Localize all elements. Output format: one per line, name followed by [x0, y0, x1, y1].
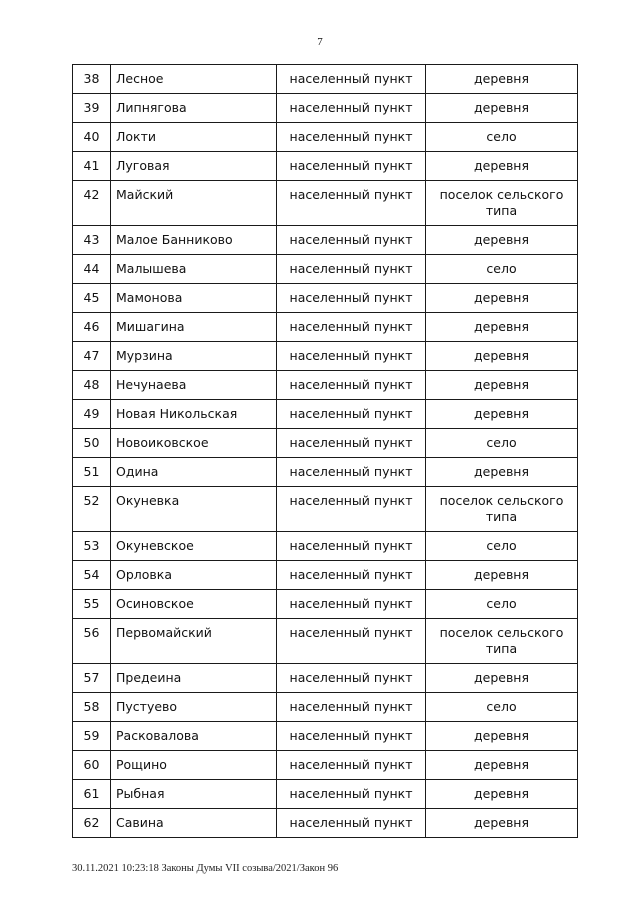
settlement-name: Луговая: [111, 152, 277, 181]
table-row: [73, 313, 578, 342]
settlement-name: Орловка: [111, 561, 277, 590]
table-row: [73, 342, 578, 371]
row-number: 44: [73, 255, 111, 284]
settlement-type: деревня: [426, 561, 578, 590]
table-row: [73, 181, 578, 226]
settlement-category: населенный пункт: [277, 226, 426, 255]
settlement-type: село: [426, 590, 578, 619]
settlement-category: населенный пункт: [277, 487, 426, 532]
page-number: 7: [317, 36, 323, 48]
settlement-type: деревня: [426, 152, 578, 181]
settlement-type: деревня: [426, 664, 578, 693]
settlement-category: населенный пункт: [277, 693, 426, 722]
row-number: 54: [73, 561, 111, 590]
table-row: [73, 619, 578, 664]
table-row: [73, 152, 578, 181]
row-number: 55: [73, 590, 111, 619]
settlement-type: село: [426, 429, 578, 458]
settlement-category: населенный пункт: [277, 255, 426, 284]
row-number: 47: [73, 342, 111, 371]
settlement-name: Новая Никольская: [111, 400, 277, 429]
row-number: 56: [73, 619, 111, 664]
settlement-type: село: [426, 255, 578, 284]
settlement-category: населенный пункт: [277, 619, 426, 664]
settlement-type: деревня: [426, 284, 578, 313]
row-number: 60: [73, 751, 111, 780]
settlement-category: населенный пункт: [277, 94, 426, 123]
settlement-type: деревня: [426, 458, 578, 487]
settlement-type: село: [426, 693, 578, 722]
row-number: 58: [73, 693, 111, 722]
settlement-category: населенный пункт: [277, 371, 426, 400]
settlement-category: населенный пункт: [277, 284, 426, 313]
document-footer: 30.11.2021 10:23:18 Законы Думы VII созыва/2021/Закон 96: [72, 863, 339, 874]
settlement-category: населенный пункт: [277, 751, 426, 780]
row-number: 62: [73, 809, 111, 838]
settlement-type: поселок сельского типа: [426, 619, 578, 664]
table-row: [73, 532, 578, 561]
settlement-type: деревня: [426, 809, 578, 838]
table-row: [73, 722, 578, 751]
row-number: 61: [73, 780, 111, 809]
table-row: [73, 487, 578, 532]
settlements-table-body: [73, 65, 578, 838]
settlement-category: населенный пункт: [277, 722, 426, 751]
row-number: 59: [73, 722, 111, 751]
settlement-name: Липнягова: [111, 94, 277, 123]
settlement-name: Новоиковское: [111, 429, 277, 458]
settlement-type: село: [426, 123, 578, 152]
settlement-name: Мишагина: [111, 313, 277, 342]
settlement-name: Осиновское: [111, 590, 277, 619]
settlement-category: населенный пункт: [277, 458, 426, 487]
row-number: 41: [73, 152, 111, 181]
table-row: [73, 226, 578, 255]
settlement-type: деревня: [426, 65, 578, 94]
settlement-type: село: [426, 532, 578, 561]
settlement-name: Предеина: [111, 664, 277, 693]
table-row: [73, 458, 578, 487]
settlements-table: [72, 64, 578, 838]
settlement-category: населенный пункт: [277, 400, 426, 429]
row-number: 46: [73, 313, 111, 342]
settlement-type: деревня: [426, 722, 578, 751]
settlement-name: Мурзина: [111, 342, 277, 371]
table-row: [73, 255, 578, 284]
table-row: [73, 561, 578, 590]
settlement-type: деревня: [426, 371, 578, 400]
settlement-category: населенный пункт: [277, 429, 426, 458]
settlement-category: населенный пункт: [277, 123, 426, 152]
settlement-name: Савина: [111, 809, 277, 838]
table-row: [73, 94, 578, 123]
row-number: 42: [73, 181, 111, 226]
settlement-category: населенный пункт: [277, 590, 426, 619]
settlement-category: населенный пункт: [277, 152, 426, 181]
settlement-type: деревня: [426, 226, 578, 255]
settlement-category: населенный пункт: [277, 65, 426, 94]
row-number: 43: [73, 226, 111, 255]
row-number: 50: [73, 429, 111, 458]
settlement-type: поселок сельского типа: [426, 181, 578, 226]
row-number: 51: [73, 458, 111, 487]
row-number: 52: [73, 487, 111, 532]
table-row: [73, 65, 578, 94]
settlement-type: деревня: [426, 342, 578, 371]
settlement-name: Расковалова: [111, 722, 277, 751]
settlement-category: населенный пункт: [277, 809, 426, 838]
table-row: [73, 751, 578, 780]
table-row: [73, 123, 578, 152]
table-row: [73, 400, 578, 429]
settlement-name: Первомайский: [111, 619, 277, 664]
table-row: [73, 780, 578, 809]
settlement-category: населенный пункт: [277, 532, 426, 561]
settlement-name: Одина: [111, 458, 277, 487]
row-number: 45: [73, 284, 111, 313]
row-number: 38: [73, 65, 111, 94]
settlement-category: населенный пункт: [277, 342, 426, 371]
settlement-name: Рощино: [111, 751, 277, 780]
row-number: 48: [73, 371, 111, 400]
settlement-name: Майский: [111, 181, 277, 226]
row-number: 40: [73, 123, 111, 152]
row-number: 57: [73, 664, 111, 693]
settlement-name: Мамонова: [111, 284, 277, 313]
settlement-name: Локти: [111, 123, 277, 152]
table-row: [73, 429, 578, 458]
settlement-type: деревня: [426, 313, 578, 342]
settlement-name: Пустуево: [111, 693, 277, 722]
settlement-name: Окуневка: [111, 487, 277, 532]
settlement-name: Лесное: [111, 65, 277, 94]
settlement-category: населенный пункт: [277, 561, 426, 590]
settlement-name: Рыбная: [111, 780, 277, 809]
table-row: [73, 284, 578, 313]
settlement-name: Малышева: [111, 255, 277, 284]
row-number: 53: [73, 532, 111, 561]
settlement-category: населенный пункт: [277, 313, 426, 342]
row-number: 39: [73, 94, 111, 123]
settlement-type: деревня: [426, 94, 578, 123]
settlement-type: деревня: [426, 400, 578, 429]
table-row: [73, 590, 578, 619]
row-number: 49: [73, 400, 111, 429]
table-row: [73, 809, 578, 838]
settlement-type: деревня: [426, 751, 578, 780]
settlement-type: поселок сельского типа: [426, 487, 578, 532]
table-row: [73, 693, 578, 722]
table-row: [73, 371, 578, 400]
settlement-name: Окуневское: [111, 532, 277, 561]
settlement-category: населенный пункт: [277, 664, 426, 693]
settlement-category: населенный пункт: [277, 780, 426, 809]
settlement-category: населенный пункт: [277, 181, 426, 226]
settlement-name: Нечунаева: [111, 371, 277, 400]
table-row: [73, 664, 578, 693]
settlement-type: деревня: [426, 780, 578, 809]
settlement-name: Малое Банниково: [111, 226, 277, 255]
